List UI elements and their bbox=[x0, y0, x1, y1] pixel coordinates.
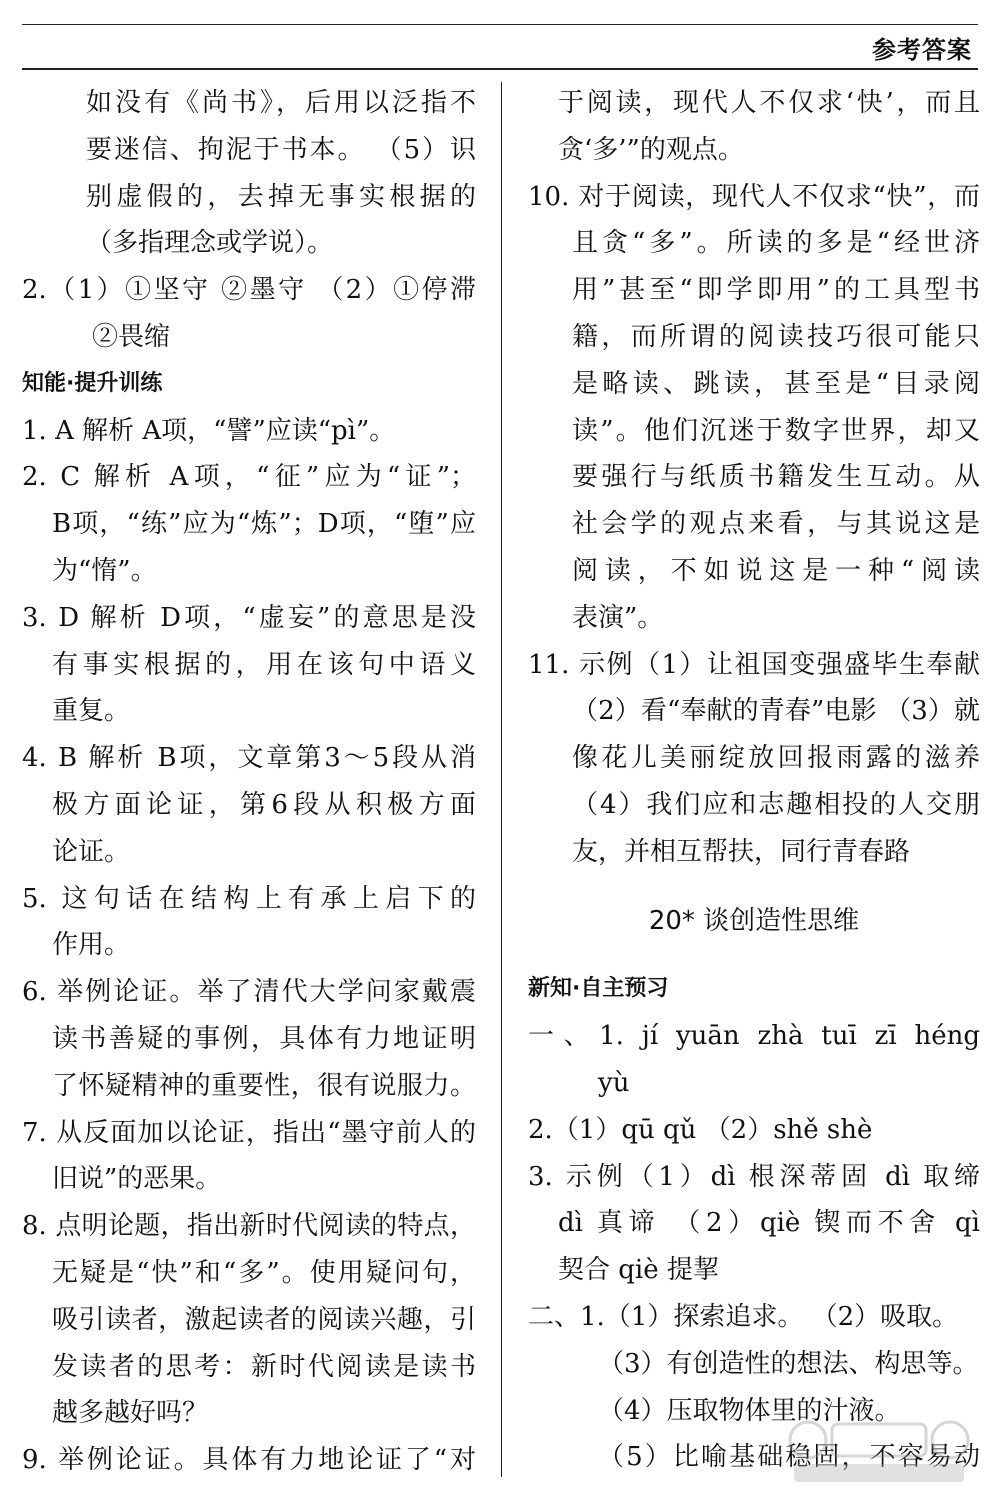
left-line: 8. 点明论题，指出新时代阅读的特点， bbox=[22, 1211, 476, 1242]
left-line: 旧说”的恶果。 bbox=[52, 1164, 222, 1195]
column-divider bbox=[501, 82, 502, 1477]
right-column bbox=[528, 80, 980, 1481]
left-line: 越多越好吗？ bbox=[52, 1398, 209, 1429]
right-line: 且贪“多”。所读的多是“经世济 bbox=[572, 228, 980, 259]
left-line: 2. C 解析 A项，“征”应为“证”； bbox=[22, 462, 476, 493]
left-line: （多指理念或学说）。 bbox=[86, 228, 334, 259]
right-line: 新知·自主预习 bbox=[528, 976, 669, 1002]
watermark-logo bbox=[784, 1408, 974, 1488]
left-line: 7. 从反面加以论证，指出“墨守前人的 bbox=[22, 1117, 476, 1148]
left-line: B项，“练”应为“炼”；D项，“堕”应 bbox=[52, 509, 476, 540]
right-line: 阅读，不如说这是一种“阅读 bbox=[572, 555, 980, 586]
right-line: （5）比喻基础稳固，不容易动 bbox=[598, 1442, 980, 1473]
right-line: （2）看“奉献的青春”电影 （3）就 bbox=[572, 696, 980, 727]
right-line: 要强行与纸质书籍发生互动。从 bbox=[572, 462, 980, 493]
top-rule bbox=[22, 24, 978, 25]
header-rule bbox=[22, 68, 978, 70]
left-line: 9. 举例论证。具体有力地论证了“对 bbox=[22, 1445, 476, 1476]
left-line: 别虚假的，去掉无事实根据的 bbox=[86, 181, 476, 212]
right-line: （4）我们应和志趣相投的人交朋 bbox=[572, 789, 980, 820]
left-line: ②畏缩 bbox=[92, 321, 171, 352]
right-line: 11. 示例（1）让祖国变强盛毕生奉献 bbox=[528, 649, 980, 680]
left-line: 2.（1）①坚守 ②墨守 （2）①停滞 bbox=[22, 275, 476, 306]
right-line: 贪‘多’”的观点。 bbox=[558, 134, 744, 165]
right-line: yù bbox=[598, 1067, 630, 1098]
right-line: 2.（1）qū qǔ （2）shě shè bbox=[528, 1114, 873, 1145]
left-line: 了怀疑精神的重要性，很有说服力。 bbox=[52, 1070, 476, 1101]
left-line: 重复。 bbox=[52, 696, 131, 727]
right-line: 契合 qiè 提挈 bbox=[558, 1255, 719, 1286]
right-line: 籍，而所谓的阅读技巧很可能只 bbox=[572, 321, 980, 352]
right-line: 10. 对于阅读，现代人不仅求“快”，而 bbox=[528, 181, 980, 212]
right-line: 一、1. jí yuān zhà tuī zī héng bbox=[528, 1021, 980, 1052]
left-line: 极方面论证，第6段从积极方面 bbox=[52, 789, 476, 820]
left-line: 6. 举例论证。举了清代大学问家戴震 bbox=[22, 977, 476, 1008]
left-line: 发读者的思考：新时代阅读是读书 bbox=[52, 1351, 476, 1382]
right-line: 是略读、跳读，甚至是“目录阅 bbox=[572, 368, 980, 399]
left-line: 4. B 解析 B项，文章第3～5段从消 bbox=[22, 743, 476, 774]
right-line: 3. 示例（1）dì 根深蒂固 dì 取缔 bbox=[528, 1161, 980, 1192]
right-line: 像花儿美丽绽放回报雨露的滋养 bbox=[572, 743, 980, 774]
left-line: 读书善疑的事例，具体有力地证明 bbox=[52, 1023, 476, 1054]
right-line: dì 真谛 （2）qiè 锲而不舍 qì bbox=[558, 1208, 980, 1239]
page-header-title: 参考答案 bbox=[872, 36, 972, 64]
left-line: 知能·提升训练 bbox=[22, 370, 163, 396]
left-column bbox=[22, 80, 476, 1484]
left-line: 无疑是“快”和“多”。使用疑问句， bbox=[52, 1257, 476, 1288]
right-line: 表演”。 bbox=[572, 602, 664, 633]
right-line: 社会学的观点来看，与其说这是 bbox=[572, 509, 980, 540]
right-line: 用”甚至“即学即用”的工具型书 bbox=[572, 275, 980, 306]
left-line: 作用。 bbox=[52, 930, 131, 961]
left-line: 吸引读者，激起读者的阅读兴趣，引 bbox=[52, 1304, 476, 1335]
right-line: 20* 谈创造性思维 bbox=[648, 905, 860, 936]
left-line: 有事实根据的，用在该句中语义 bbox=[52, 649, 476, 680]
right-line: 二、1.（1）探索追求。 （2）吸取。 bbox=[528, 1301, 959, 1332]
left-line: 5. 这句话在结构上有承上启下的 bbox=[22, 883, 476, 914]
right-line: 于阅读，现代人不仅求‘快’，而且 bbox=[558, 88, 980, 118]
left-line: 3. D 解析 D项，“虚妄”的意思是没 bbox=[22, 602, 476, 633]
left-line: 为“惰”。 bbox=[52, 555, 157, 586]
right-line: （4）压取物体里的汁液。 bbox=[598, 1395, 901, 1426]
right-line: 友，并相互帮扶，同行青春路 bbox=[572, 836, 911, 867]
right-line: （3）有创造性的想法、构思等。 bbox=[598, 1348, 979, 1379]
left-line: 1. A 解析 A项，“譬”应读“pì”。 bbox=[22, 415, 396, 446]
left-line: 论证。 bbox=[52, 836, 131, 867]
left-line: 如没有《尚书》，后用以泛指不 bbox=[86, 88, 476, 118]
right-line: 读”。他们沉迷于数字世界，却又 bbox=[572, 415, 980, 446]
left-line: 要迷信、拘泥于书本。 （5）识 bbox=[86, 134, 476, 165]
